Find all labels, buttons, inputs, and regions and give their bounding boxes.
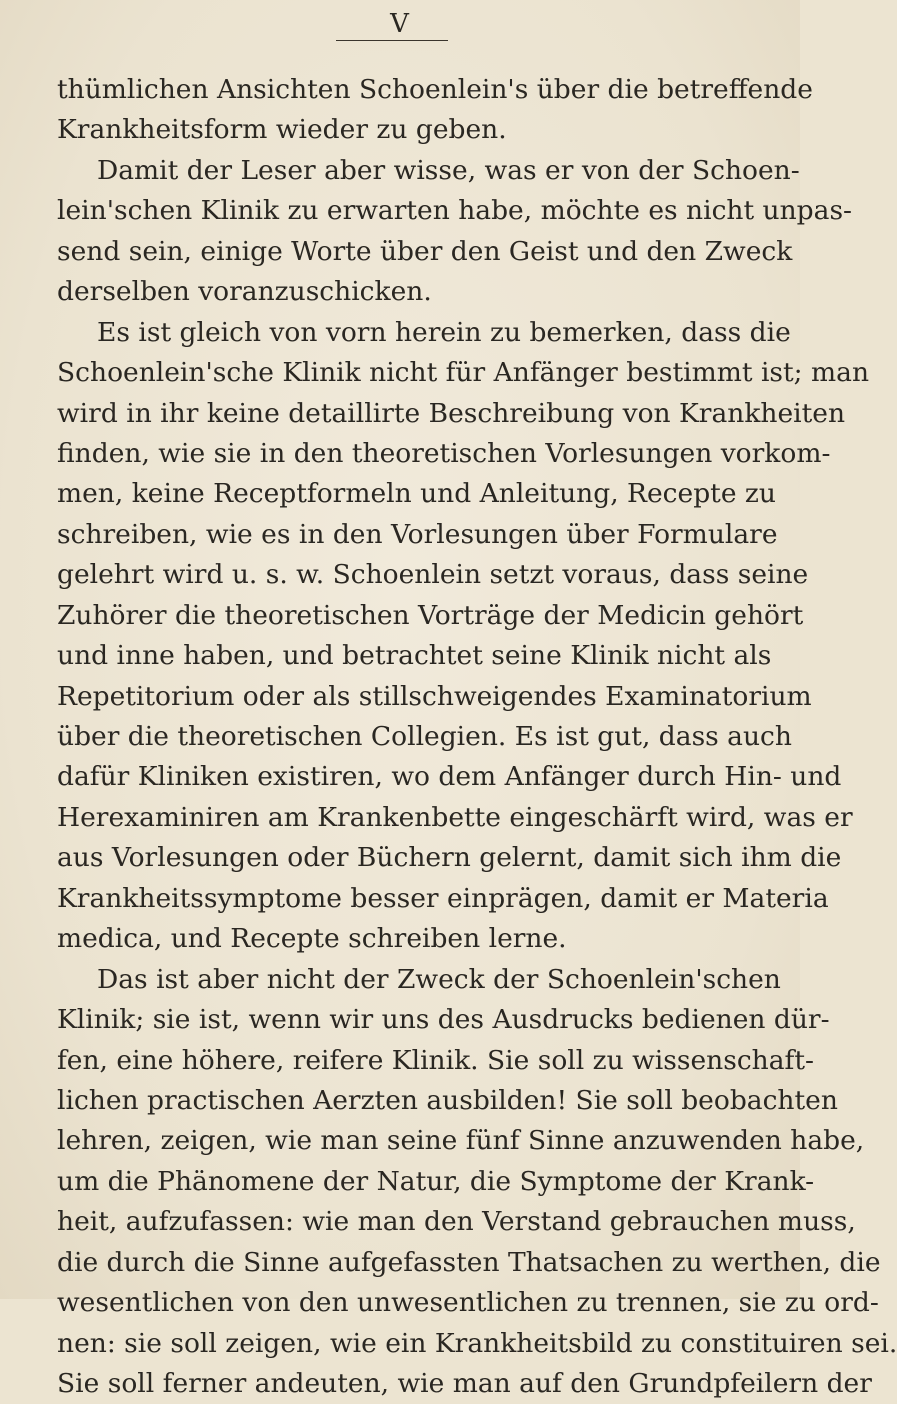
text-line: schreiben, wie es in den Vorlesungen über Formulare [57, 518, 778, 550]
text-line: wird in ihr keine detaillirte Beschreibung von Krankheiten [57, 397, 846, 429]
text-line: finden, wie sie in den theoretischen Vorlesungen vorkom- [57, 437, 831, 469]
text-line: dafür Kliniken existiren, wo dem Anfänger durch Hin- und [57, 761, 842, 793]
text-line: fen, eine höhere, reifere Klinik. Sie soll zu wissenschaft- [57, 1044, 814, 1076]
text-line: send sein, einige Worte über den Geist und den Zweck [57, 235, 793, 267]
text-line: Herexaminiren am Krankenbette eingeschärft wird, was er [57, 801, 853, 833]
text-line: über die theoretischen Collegien. Es ist gut, dass auch [57, 721, 792, 752]
text-line: Damit der Leser aber wisse, was er von der Schoen- [97, 154, 800, 186]
text-line: Sie soll ferner andeuten, wie man auf den Grundpfeilern der [57, 1368, 872, 1399]
text-line: und inne haben, und betrachtet seine Klinik nicht als [57, 640, 772, 672]
text-line: Krankheitsform wieder zu geben. [57, 114, 507, 146]
body-text [57, 70, 897, 1404]
text-line: Krankheitssymptome besser einprägen, damit er Materia [57, 882, 829, 914]
text-line: die durch die Sinne aufgefassten Thatsachen zu werthen, die [57, 1246, 881, 1278]
text-line: aus Vorlesungen oder Büchern gelernt, damit sich ihm die [57, 842, 842, 874]
text-line: gelehrt wird u. s. w. Schoenlein setzt voraus, dass seine [57, 559, 809, 591]
text-line: lein'schen Klinik zu erwarten habe, möchte es nicht unpas- [57, 195, 852, 227]
header-rule [336, 40, 448, 41]
text-line: Schoenlein'sche Klinik nicht für Anfänger bestimmt ist; man [57, 357, 870, 389]
page-number: V [390, 9, 410, 39]
text-line: Das ist aber nicht der Zweck der Schoenlein'schen [97, 963, 781, 995]
text-line: Zuhörer die theoretischen Vorträge der Medicin gehört [57, 599, 804, 631]
text-line: lichen practischen Aerzten ausbilden! Sie soll beobachten [57, 1084, 838, 1116]
text-line: heit, aufzufassen: wie man den Verstand gebrauchen muss, [57, 1206, 856, 1238]
text-line: Es ist gleich von vorn herein zu bemerken, dass die [97, 316, 791, 348]
text-line: Klinik; sie ist, wenn wir uns des Ausdrucks bedienen dür- [57, 1004, 830, 1036]
text-line: wesentlichen von den unwesentlichen zu trennen, sie zu ord- [57, 1287, 879, 1319]
text-line: nen: sie soll zeigen, wie ein Krankheitsbild zu constituiren sei. [57, 1327, 897, 1359]
text-line: lehren, zeigen, wie man seine fünf Sinne anzuwenden habe, [57, 1125, 865, 1157]
text-line: derselben voranzuschicken. [57, 276, 432, 308]
text-line: men, keine Receptformeln und Anleitung, Recepte zu [57, 478, 776, 510]
text-line: Repetitorium oder als stillschweigendes Examinatorium [57, 680, 812, 712]
text-line: thümlichen Ansichten Schoenlein's über die betreffende [57, 74, 813, 105]
text-line: medica, und Recepte schreiben lerne. [57, 923, 567, 955]
text-line: um die Phänomene der Natur, die Symptome der Krank- [57, 1165, 815, 1197]
